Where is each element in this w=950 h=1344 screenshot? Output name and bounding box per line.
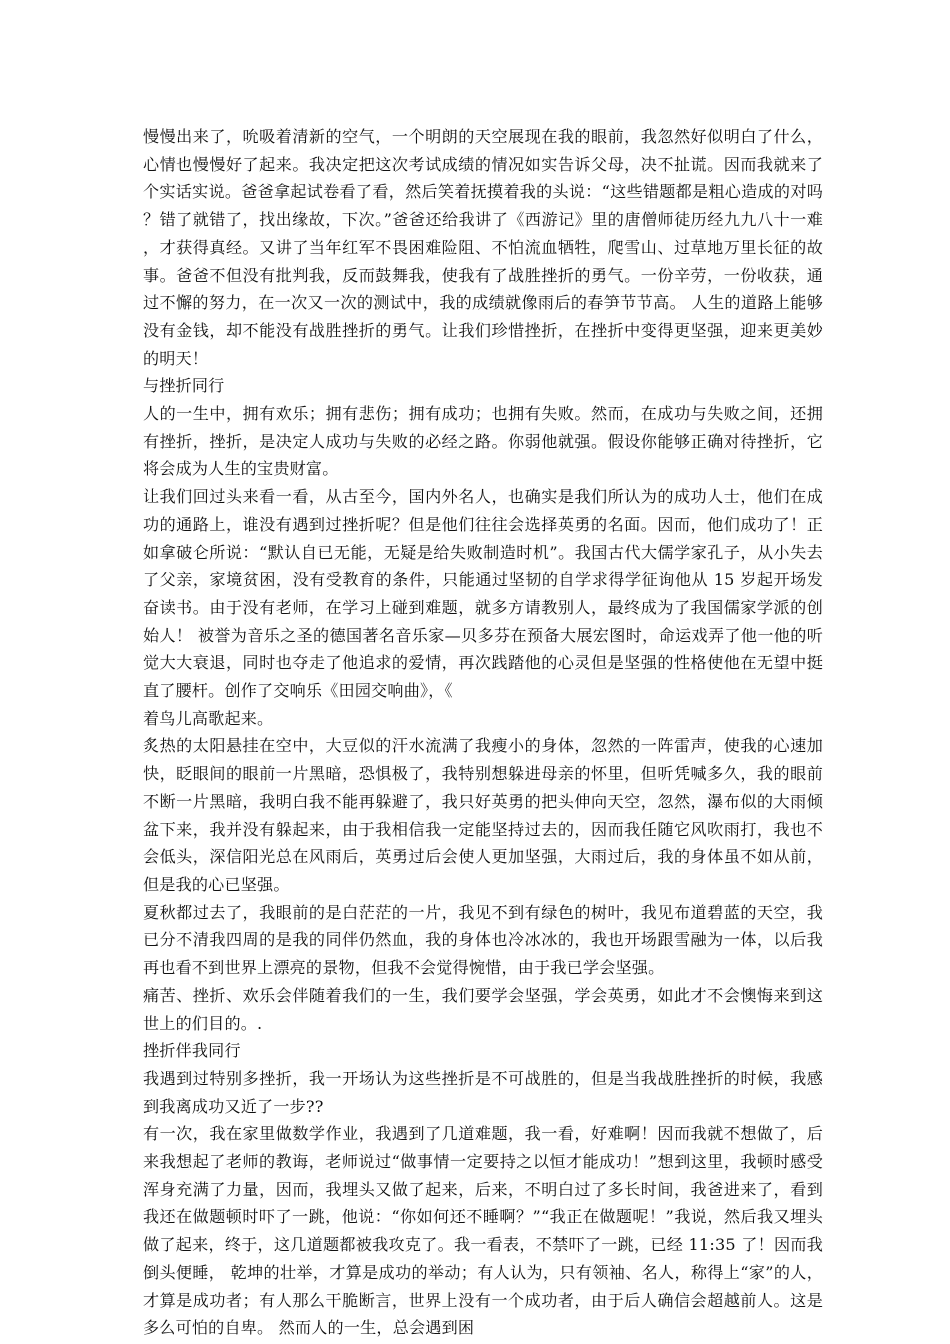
- heading-with-setbacks: 与挫折同行: [143, 376, 225, 396]
- paragraph-winter-snow: 夏秋都过去了，我眼前的是白茫茫的一片，我见不到有绿色的树叶，我见布道碧蓝的天空，我已分不清我四周的是我的同伴仍然血，我的身体也冷冰冰的，我也开场跟雪融为一体，以后我再也看不到世界上漂亮的景物，但我不会觉得惋惜，由于我已学会坚强。: [143, 902, 823, 978]
- paragraph-hot-sun-storm: 炙热的太阳悬挂在空中，大豆似的汗水流满了我瘦小的身体，忽然的一阵雷声，使我的心速加快，眨眼间的眼前一片黑暗，恐惧极了，我特别想躲进母亲的怀里，但听凭喊多久，我的眼前不断一片黑暗，我明白我不能再躲避了，我只好英勇的把头伸向天空，忽然，瀑布似的大雨倾盆下来，我并没有躲起来，由于我相信我一定能坚持过去的，因而我任随它风吹雨打，我也不会低头，深信阳光总在风雨后，英勇过后会使人更加坚强，大雨过后，我的身体虽不如从前，但是我的心已坚强。: [143, 736, 823, 894]
- paragraph-exam-honesty: 慢慢出来了，吮吸着清新的空气，一个明朗的天空展现在我的眼前，我忽然好似明白了什么，心情也慢慢好了起来。我决定把这次考试成绩的情况如实告诉父母，决不扯谎。因而我就来了个实话实说。爸爸拿起试卷看了看，然后笑着抚摸着我的头说：“这些错题都是粗心造成的对吗？错了就错了，找出缘故，下次。”爸爸还给我讲了《西游记》里的唐僧师徒历经九九八十一难，才获得真经。又讲了当年红军不畏困难险阻、不怕流血牺牲，爬雪山、过草地万里长征的故事。爸爸不但没有批判我，反而鼓舞我，使我有了战胜挫折的勇气。一份辛劳，一份收获，通过不懈的努力，在一次又一次的测试中，我的成绩就像雨后的春笋节节高。 人生的道路上能够没有金钱，却不能没有战胜挫折的勇气。让我们珍惜挫折，在挫折中变得更坚强，迎来更美妙的明天！: [143, 127, 823, 368]
- paragraph-famous-people: 让我们回过头来看一看，从古至今，国内外名人，也确实是我们所认为的成功人士，他们在成功的通路上，谁没有遇到过挫折呢？但是他们往往会选择英勇的名面。因而，他们成功了！正如拿破仑所说：“默认自已无能，无疑是给失败制造时机”。我国古代大儒学家孔子，从小失去了父亲，家境贫困，没有受教育的条件，只能通过坚韧的自学求得学征询他从 15 岁起开场发奋读书。由于没有老师，在学习上碰到难题，就多方请教别人，最终成为了我国儒家学派的创始人！ 被誉为音乐之圣的德国著名音乐家—贝多芬在预备大展宏图时，命运戏弄了他一他的听觉大大衰退，同时也夺走了他追求的爱情，再次践踏他的心灵但是坚强的性格使他在无望中挺直了腰杆。创作了交响乐《田园交响曲》，《: [143, 487, 823, 701]
- document-body: [143, 123, 823, 1342]
- paragraph-birds-sing: 着鸟儿高歌起来。: [143, 708, 274, 728]
- paragraph-math-homework: 有一次，我在家里做数学作业，我遇到了几道难题，我一看，好难啊！因而我就不想做了，后来我想起了老师的教诲，老师说过“做事情一定要持之以恒才能成功！”想到这里，我顿时感受浑身充满了力量，因而，我埋头又做了起来，后来，不明白过了多长时间，我爸进来了，看到我还在做题顿时吓了一跳，他说：“你如何还不睡啊？”“我正在做题呢！”我说，然后我又埋头做了起来，终于，这几道题都被我攻克了。我一看表，不禁吓了一跳，已经 11:35 了！因而我倒头便睡， 乾坤的壮举，才算是成功的举动；有人认为，只有领袖、名人，称得上“家”的人，才算是成功者；有人那么干脆断言，世界上没有一个成功者，由于后人确信会超越前人。这是多么可怕的自卑。 然而人的一生，总会遇到困: [143, 1124, 823, 1338]
- paragraph-many-setbacks: 我遇到过特别多挫折，我一开场认为这些挫折是不可战胜的，但是当我战胜挫折的时候，我感到我离成功又近了一步??: [143, 1068, 823, 1116]
- heading-setbacks-accompany-me: 挫折伴我同行: [143, 1041, 241, 1061]
- paragraph-life-setbacks: 人的一生中，拥有欢乐；拥有悲伤；拥有成功；也拥有失败。然而，在成功与失败之间，还拥有挫折，挫折，是决定人成功与失败的必经之路。你弱他就强。假设你能够正确对待挫折，它将会成为人生的宝贵财富。: [143, 404, 823, 479]
- paragraph-pain-setbacks-joy: 痛苦、挫折、欢乐会伴随着我们的一生，我们要学会坚强，学会英勇，如此才不会懊悔来到这世上的们目的。.: [143, 985, 823, 1033]
